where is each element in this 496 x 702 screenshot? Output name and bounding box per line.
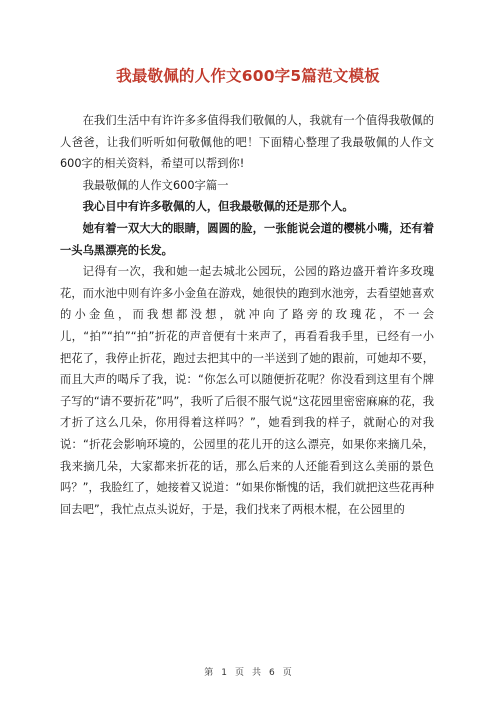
document-body (60, 110, 434, 520)
footer-page-number: 1 (221, 668, 227, 678)
page-footer (0, 665, 496, 678)
footer-total-pages: 6 (269, 668, 275, 678)
footer-total-unit: 页 (282, 668, 292, 678)
paragraph-intro: 在我们生活中有许许多多值得我们敬佩的人，我就有一个值得我敬佩的人爸爸，让我们听听如何敬佩他的吧！下面精心整理了我最敬佩的人作文600字的相关资料，希望可以帮到你! (60, 114, 434, 171)
paragraph-section-heading: 我最敬佩的人作文600字篇一 (82, 178, 229, 192)
footer-total-label: 共 (252, 668, 262, 678)
paragraph-description: 她有着一双大大的眼睛，圆圆的脸，一张能说会道的樱桃小嘴，还有着一头乌黑漂亮的长发。 (60, 221, 434, 257)
paragraph-opening: 我心目中有许多敬佩的人，但我最敬佩的还是那个人。 (82, 200, 354, 214)
footer-page-label: 第 (204, 668, 214, 678)
page-title: 我最敬佩的人作文600字5篇范文模板 (116, 67, 380, 85)
paragraph-story: 记得有一次，我和她一起去城北公园玩，公园的路边盛开着许多玫瑰花，而水池中则有许多小金鱼在游戏，她很快的跑到水池旁，去看望她喜欢的小金鱼，而我想都没想，就冲向了路旁的玫瑰花，不一会儿，“拍”“拍”“拍”折花的声音便有十来声了，再看看我手里，已经有一小把花了，我停止折花，跑过去把其中的一半送到了她的跟前，可她却不要，而且大声的喝斥了我，说：“你怎么可以随便折花呢？你没看到这里有个牌子写的“请不要折花”吗”，我听了后很不服气说“这花园里密密麻麻的花，我才折了这么几朵，你用得着这样吗？”，她看到我的样子，就耐心的对我说：“折花会影响环境的，公园里的花儿开的这么漂亮，如果你来摘几朵，我来摘几朵，大家都来折花的话，那么后来的人还能看到这么美丽的景色吗？”，我脸红了，她接着又说道：“如果你惭愧的话，我们就把这些花再种回去吧”，我忙点点头说好，于是，我们找来了两根木棍，在公园里的 (60, 265, 434, 516)
footer-page-unit: 页 (234, 668, 244, 678)
